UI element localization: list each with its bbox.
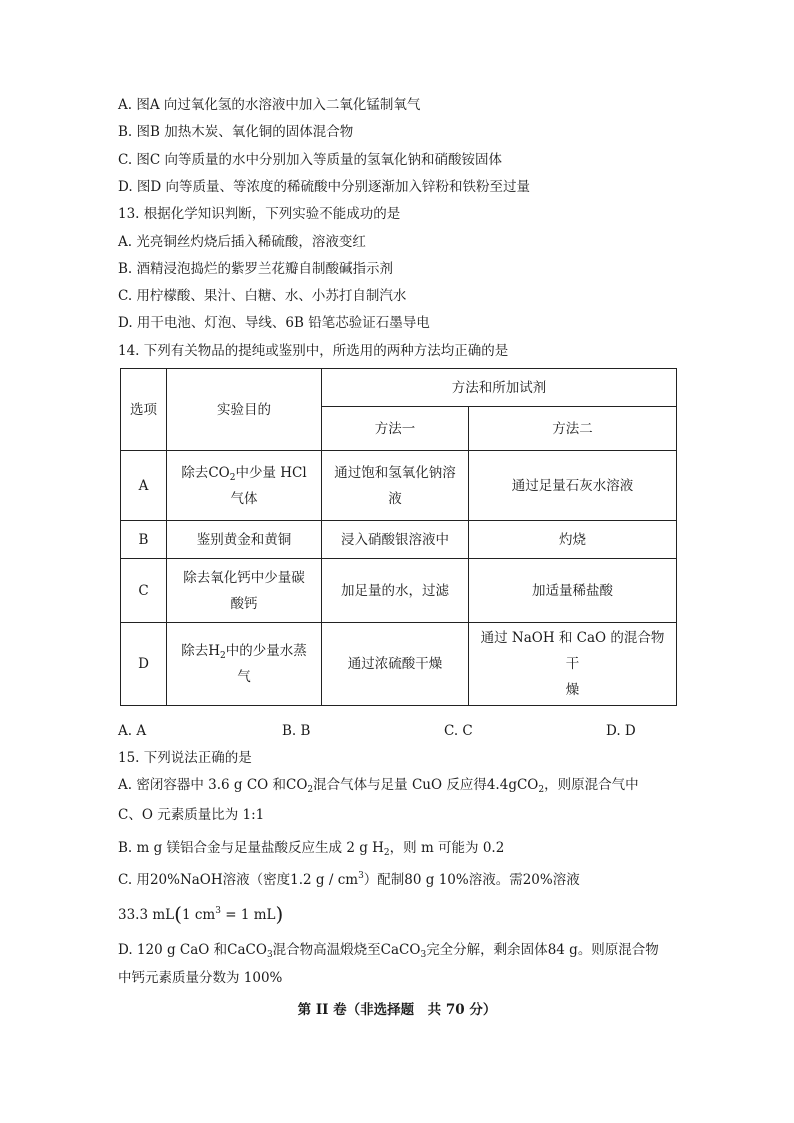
q12-option-b: B. 图B 加热木炭、氧化铜的固体混合物: [118, 124, 354, 140]
row-purpose: 除去氧化钙中少量碳 酸钙: [167, 559, 322, 623]
q14-stem: 14. 下列有关物品的提纯或鉴别中，所选用的两种方法均正确的是: [118, 343, 509, 359]
answer-option-d: D. D: [606, 723, 636, 739]
header-method-2: 方法二: [469, 407, 677, 451]
q13-option-a: A. 光亮铜丝灼烧后插入稀硫酸，溶液变红: [118, 234, 366, 250]
row-purpose: 除去$CO_2$中少量 HCl 气体: [167, 451, 322, 521]
row-method-2: 通过足量石灰水溶液: [469, 451, 677, 521]
row-method-2: 灼烧: [469, 521, 677, 559]
header-purpose: 实验目的: [167, 369, 322, 451]
q12-option-a: A. 图A 向过氧化氢的水溶液中加入二氧化锰制氧气: [118, 97, 421, 113]
answer-option-a: A. A: [118, 723, 147, 739]
row-method-1: 通过浓硫酸干燥: [322, 623, 469, 706]
q15-option-a: A. 密闭容器中 3.6 g CO 和$CO_2$混合气体与足量 CuO 反应得4.4gCO$_2$，则原混合气中: [118, 777, 639, 795]
table-row: [121, 559, 677, 623]
q15-option-b: B. m g 镁铝合金与足量盐酸反应生成 2 g $H_2$，则 m 可能为 0.2: [118, 840, 505, 858]
formula-caco3: CaCO$_3$: [227, 942, 273, 960]
formula-caco3: CaCO$_3$: [380, 942, 427, 960]
q14-table: [120, 368, 677, 706]
q15-option-d-cont: 中钙元素质量分数为 100%: [118, 970, 283, 986]
formula-co2: $CO_2$: [286, 777, 314, 795]
q13-stem: 13. 根据化学知识判断，下列实验不能成功的是: [118, 206, 401, 222]
formula-h2: $H_2$: [372, 840, 390, 858]
q15-option-c: C. 用20%NaOH溶液（密度1.2 g / $cm^3$）配制80 g 10%溶液。需20%溶液: [118, 871, 580, 888]
table-row: [121, 521, 677, 559]
q12-option-c: C. 图C 向等质量的水中分别加入等质量的氢氧化钠和硝酸铵固体: [118, 152, 503, 168]
row-purpose: 除去$H_2$中的少量水蒸 气: [167, 623, 322, 706]
row-option: B: [121, 521, 167, 559]
formula-mass-co2: 4.4gCO$_2$: [486, 777, 545, 795]
row-method-1: 加足量的水，过滤: [322, 559, 469, 623]
row-method-2: 通过 NaOH 和 CaO 的混合物干 燥: [469, 623, 677, 706]
density-value: 1.2 g / $cm^3$: [290, 871, 364, 888]
q15-option-a-cont: C、O 元素质量比为 1:1: [118, 807, 265, 823]
header-methods: 方法和所加试剂: [322, 369, 677, 407]
q12-option-d: D. 图D 向等质量、等浓度的稀硫酸中分别逐渐加入锌粉和铁粉至过量: [118, 179, 531, 195]
q13-option-c: C. 用柠檬酸、果汁、白糖、水、小苏打自制汽水: [118, 288, 407, 304]
row-method-1: 浸入硝酸银溶液中: [322, 521, 469, 559]
q15-option-d: D. 120 g CaO 和CaCO$_3$混合物高温煅烧至CaCO$_3$完全分解，剩余固体84 g。则原混合物: [118, 942, 659, 960]
q15-option-c-cont: 33.3 mL(1 $cm^3 = 1$ mL): [118, 902, 284, 926]
row-option: A: [121, 451, 167, 521]
row-method-2: 加适量稀盐酸: [469, 559, 677, 623]
q13-option-d: D. 用干电池、灯泡、导线、6B 铅笔芯验证石墨导电: [118, 315, 430, 331]
section-title: 第 II 卷（非选择题 共 70 分）: [297, 1002, 497, 1018]
q13-option-b: B. 酒精浸泡捣烂的紫罗兰花瓣自制酸碱指示剂: [118, 261, 394, 277]
formula-h2: $H_2$: [208, 643, 226, 661]
table-row: [121, 451, 677, 521]
table-row: [121, 623, 677, 706]
row-option: C: [121, 559, 167, 623]
header-option: 选项: [121, 369, 167, 451]
header-method-1: 方法一: [322, 407, 469, 451]
answer-option-c: C. C: [444, 723, 473, 739]
row-method-1: 通过饱和氢氧化钠溶 液: [322, 451, 469, 521]
row-option: D: [121, 623, 167, 706]
row-purpose: 鉴别黄金和黄铜: [167, 521, 322, 559]
q15-stem: 15. 下列说法正确的是: [118, 750, 252, 766]
formula-co2: $CO_2$: [208, 464, 236, 483]
table-header-row: [121, 369, 677, 407]
answer-option-b: B. B: [282, 723, 311, 739]
